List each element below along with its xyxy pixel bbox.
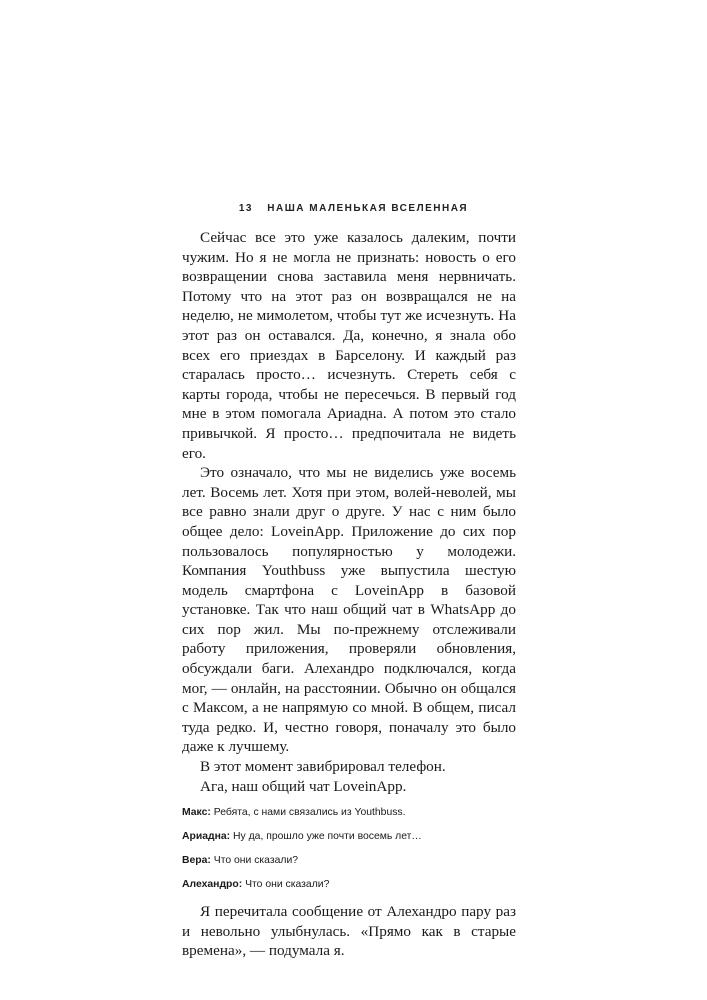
paragraph: Это означало, что мы не виделись уже восемь лет. Восемь лет. Хотя при этом, волей-неволей, мы все равно знали друг о друге. У нас с ним было общее дело: LoveinApp. Приложение до сих пор пользовалось популярностью у молодежи. Компания Youthbuss уже выпустила шестую модель смартфона с LoveinApp в базовой установке. Так что наш общий чат в WhatsApp до сих пор жил. Мы по-прежнему отслеживали работу приложения, проверяли обновления, обсуждали баги. Алехандро подключался, когда мог, — онлайн, на расстоянии. Обычно он общался с Максом, а не напрямую со мной. В общем, писал туда редко. И, честно говоря, поначалу это было даже к лучшему. bbox=[182, 464, 516, 756]
chat-text: Что они сказали? bbox=[245, 879, 330, 891]
page-number: 13 bbox=[238, 203, 253, 214]
chat-sender: Ариадна: bbox=[182, 831, 231, 843]
chat-sender: Вера: bbox=[182, 855, 211, 867]
closing-paragraph: Я перечитала сообщение от Алехандро пару раз и невольно улыбнулась. «Прямо как в старые времена», — подумала я. bbox=[182, 903, 516, 960]
chat-text: Ребята, с нами связались из Youthbuss. bbox=[213, 807, 406, 819]
chat-messages bbox=[182, 806, 516, 892]
chat-message bbox=[182, 878, 516, 892]
chat-sender: Макс: bbox=[182, 807, 211, 819]
chat-sender: Алехандро: bbox=[182, 879, 243, 891]
paragraph: Ага, наш общий чат LoveinApp. bbox=[200, 777, 407, 795]
chat-message bbox=[182, 830, 516, 844]
running-header bbox=[0, 203, 707, 214]
chat-message bbox=[182, 806, 516, 820]
chat-text: Что они сказали? bbox=[213, 855, 299, 867]
running-title: НАША МАЛЕНЬКАЯ ВСЕЛЕННАЯ bbox=[267, 203, 469, 214]
body-text bbox=[182, 228, 516, 961]
chat-message bbox=[182, 854, 516, 868]
paragraph: Сейчас все это уже казалось далеким, почти чужим. Но я не могла не признать: новость о его возвращении снова заставила меня нервничать. Потому что на этот раз он возвращался не на неделю, не мимолетом, чтобы тут же исчезнуть. На этот раз он оставался. Да, конечно, я знала обо всех его приездах в Барселону. И каждый раз старалась просто… исчезнуть. Стереть себя с карты города, чтобы не пересечься. В первый год мне в этом помогала Ариадна. А потом это стало привычкой. Я просто… предпочитала не видеть его. bbox=[182, 229, 516, 462]
chat-text: Ну да, прошло уже почти восемь лет… bbox=[233, 831, 422, 843]
paragraph: В этот момент завибрировал телефон. bbox=[200, 758, 446, 776]
